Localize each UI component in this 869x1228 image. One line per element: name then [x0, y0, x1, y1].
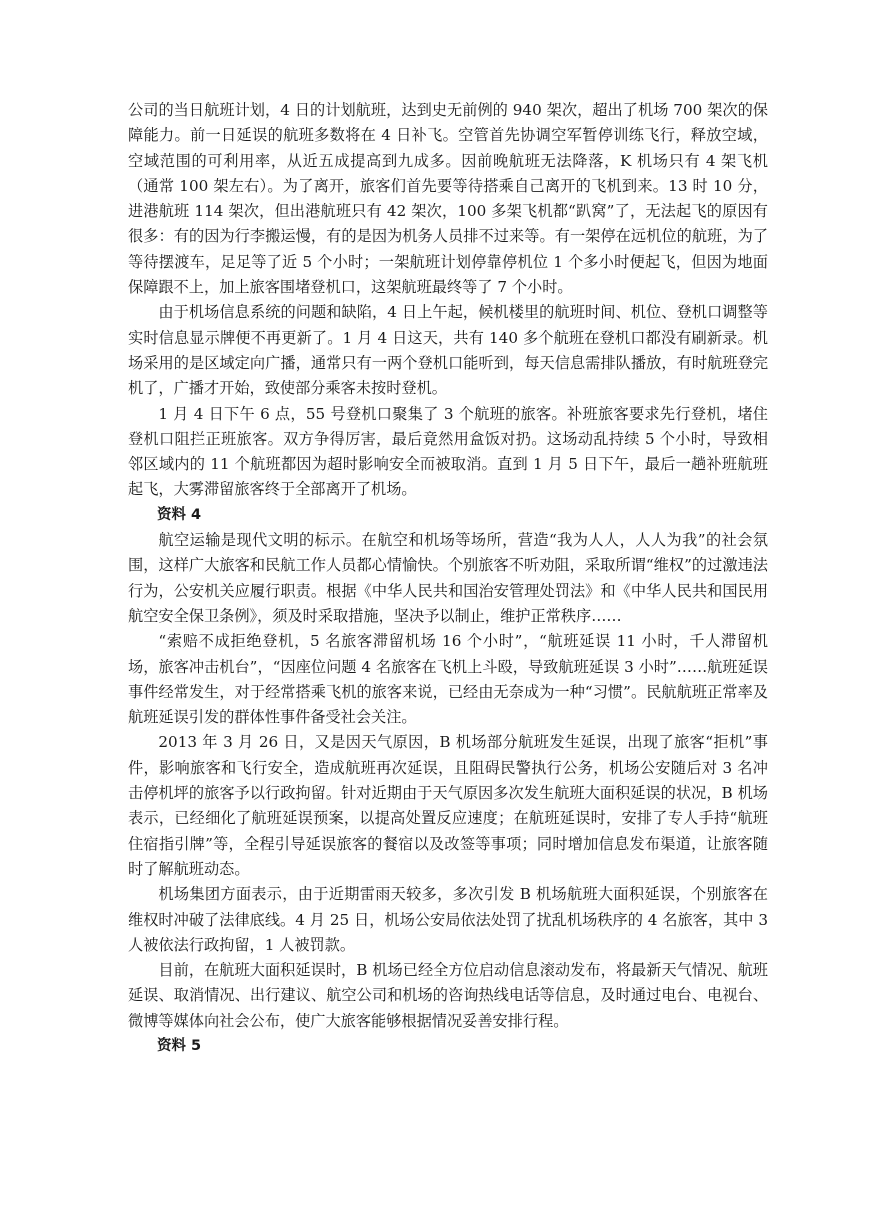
paragraph-gate-55: 1 月 4 日下午 6 点，55 号登机口聚集了 3 个航班的旅客。补班旅客要求先行登机，堵住登机口阻拦正班旅客。双方争得厉害，最后竟然用盒饭对扔。这场动乱持续 5 个小时，导致相邻区域内的 11 个航班都因为超时影响安全而被取消。直到 1 月 5 日下午，最后一趟补班航班起飞，大雾滞留旅客终于全部离开了机场。	[128, 404, 768, 499]
paragraph-march-26: 2013 年 3 月 26 日，又是因天气原因，B 机场部分航班发生延误，出现了旅客“拒机”事件，影响旅客和飞行安全，造成航班再次延误，且阻碍民警执行公务，机场公安随后对 3 名冲击停机坪的旅客予以行政拘留。针对近期由于天气原因多次发生航班大面积延误的状况，B 机场表示，已经细化了航班延误预案，以提高处置反应速度；在航班延误时，安排了专人手持“航班住宿指引牌”等，全程引导延误旅客的餐宿以及改签等事项；同时增加信息发布渠道，让旅客随时了解航班动态。	[128, 733, 768, 878]
paragraph-info-release: 目前，在航班大面积延误时，B 机场已经全方位启动信息滚动发布，将最新天气情况、航班延误、取消情况、出行建议、航空公司和机场的咨询热线电话等信息，及时通过电台、电视台、微博等媒体向社会公布，使广大旅客能够根据情况妥善安排行程。	[128, 961, 768, 1030]
section-heading-material-4: 资料 4	[157, 506, 202, 523]
paragraph-airport-group: 机场集团方面表示，由于近期雷雨天较多，多次引发 B 机场航班大面积延误，个别旅客在维权时冲破了法律底线。4 月 25 日，机场公安局依法处罚了扰乱机场秩序的 4 名旅客，其中 3 人被依法行政拘留，1 人被罚款。	[128, 885, 768, 954]
section-heading-material-5: 资料 5	[157, 1037, 202, 1054]
paragraph-delay-incidents: “索赔不成拒绝登机，5 名旅客滞留机场 16 个小时”，“航班延误 11 小时，千人滞留机场，旅客冲击机台”，“因座位问题 4 名旅客在飞机上斗殴，导致航班延误 3 小时”……航班延误事件经常发生，对于经常搭乘飞机的旅客来说，已经由无奈成为一种“习惯”。民航航班正常率及航班延误引发的群体性事件备受社会关注。	[128, 632, 768, 727]
paragraph-air-transport: 航空运输是现代文明的标示。在航空和机场等场所，营造“我为人人，人人为我”的社会氛围，这样广大旅客和民航工作人员都心情愉快。个别旅客不听劝阻，采取所谓“维权”的过激违法行为，公安机关应履行职责。根据《中华人民共和国治安管理处罚法》和《中华人民共和国民用航空安全保卫条例》，须及时采取措施，坚决予以制止，维护正常秩序……	[128, 531, 768, 625]
paragraph-continuation: 公司的当日航班计划，4 日的计划航班，达到史无前例的 940 架次，超出了机场 700 架次的保障能力。前一日延误的航班多数将在 4 日补飞。空管首先协调空军暂停训练飞行，释放空域，空域范围的可利用率，从近五成提高到九成多。因前晚航班无法降落，K 机场只有 4 架飞机（通常 100 架左右）。为了离开，旅客们首先要等待搭乘自己离开的飞机到来。13 时 10 分，进港航班 114 架次，但出港航班只有 42 架次，100 多架飞机都“趴窝”了，无法起飞的原因有很多：有的因为行李搬运慢，有的是因为机务人员排不过来等。有一架停在远机位的航班，为了等待摆渡车，足足等了近 5 个小时；一架航班计划停靠停机位 1 个多小时便起飞，但因为地面保障跟不上，加上旅客围堵登机口，这架航班最终等了 7 个小时。	[128, 101, 768, 297]
document-page	[128, 98, 768, 1059]
paragraph-info-system: 由于机场信息系统的问题和缺陷，4 日上午起，候机楼里的航班时间、机位、登机口调整等实时信息显示牌便不再更新了。1 月 4 日这天，共有 140 多个航班在登机口都没有刷新录。机场采用的是区域定向广播，通常只有一两个登机口能听到，每天信息需排队播放，有时航班登完机了，广播才开始，致使部分乘客未按时登机。	[128, 303, 768, 398]
